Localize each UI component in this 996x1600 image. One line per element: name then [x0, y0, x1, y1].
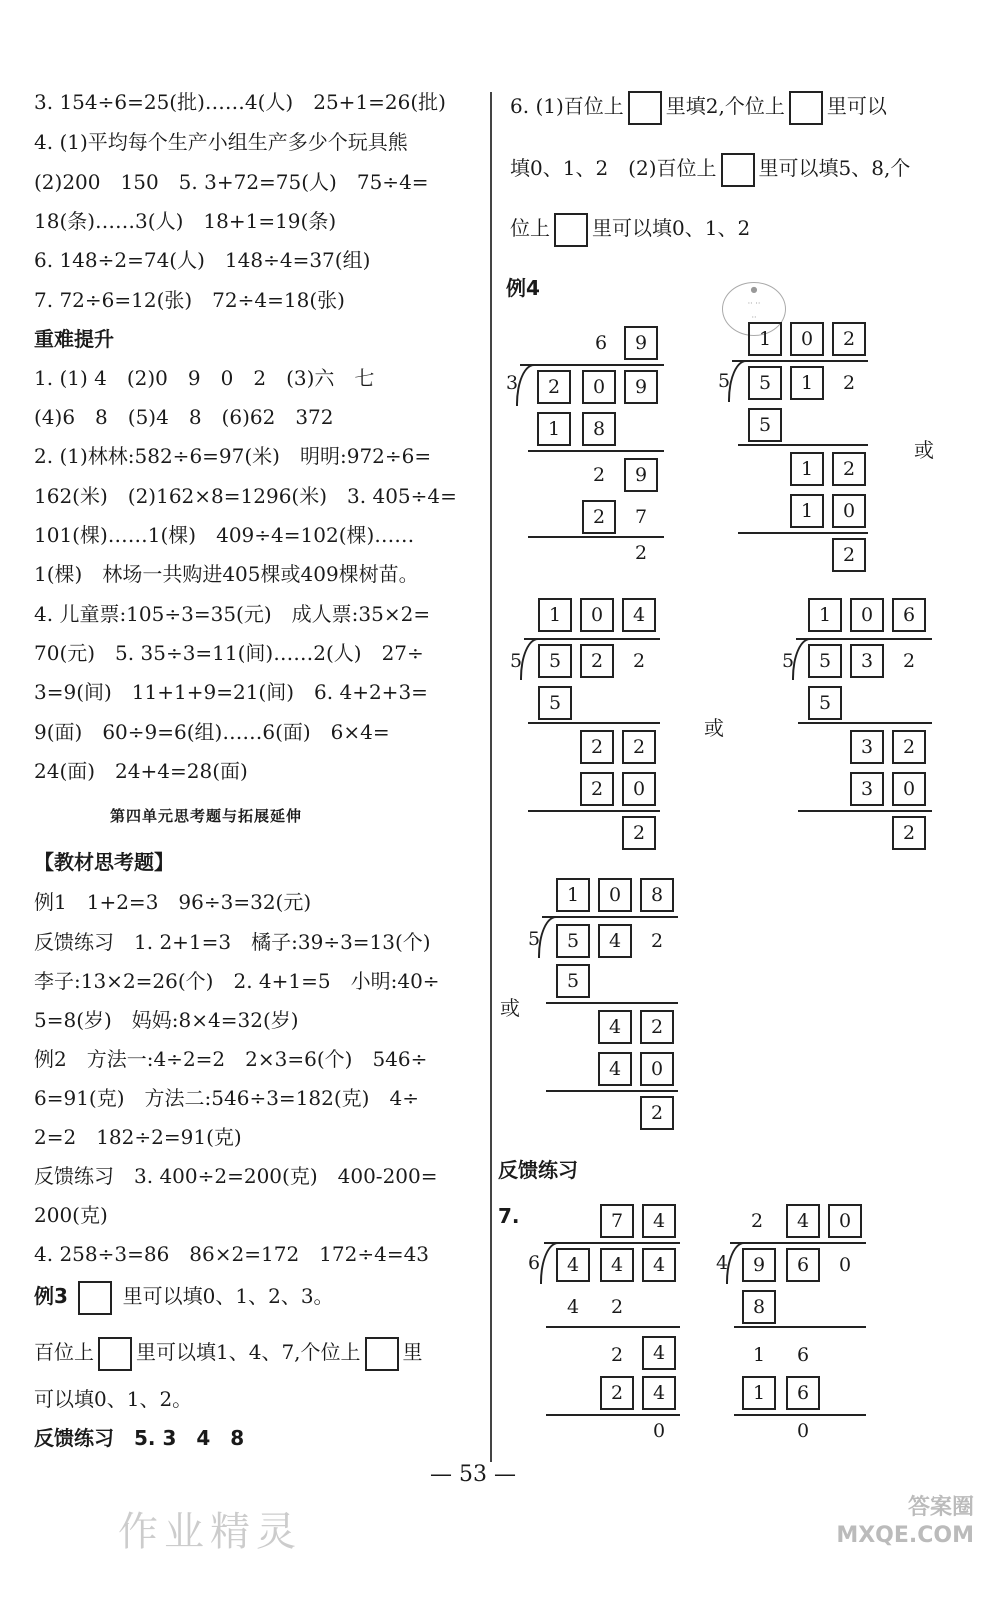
blank-box — [628, 91, 662, 125]
division-bar — [520, 364, 664, 366]
digit-box: 9 — [742, 1248, 776, 1282]
text-line: 6. 148÷2=74(人) 148÷4=37(组) — [34, 248, 371, 272]
digit-box: 1 — [790, 452, 824, 486]
quotient-box: 0 — [598, 878, 632, 912]
blank-box — [98, 1337, 132, 1371]
example-3-line — [34, 1280, 334, 1315]
digit-box: 1 — [790, 366, 824, 400]
quotient-box: 0 — [828, 1204, 862, 1238]
digit-box: 0 — [832, 494, 866, 528]
text-line: 4. 儿童票:105÷3=35(元) 成人票:35×2= — [34, 602, 431, 626]
digit-box: 3 — [850, 644, 884, 678]
digit-box: 3 — [850, 772, 884, 806]
digit-box: 4 — [598, 924, 632, 958]
q6-line-2 — [510, 152, 910, 187]
digit-box: 8 — [582, 412, 616, 446]
digit: 0 — [652, 1420, 666, 1442]
division-line — [528, 450, 664, 452]
watermark: 作业精灵 — [118, 1509, 302, 1555]
divisor-digit: 4 — [715, 1252, 729, 1274]
stamp-seal: ● ·· ·· ·· — [722, 282, 786, 336]
q6-line-3 — [510, 212, 750, 247]
digit-box: 4 — [556, 1248, 590, 1282]
digit: 7 — [634, 506, 648, 528]
division-line — [798, 810, 932, 812]
digit-box: 5 — [748, 366, 782, 400]
quotient-box: 1 — [538, 598, 572, 632]
text-segment: 填0、1、2 (2)百位上 — [510, 156, 717, 180]
text-line: 3. 154÷6=25(批)……4(人) 25+1=26(批) — [34, 90, 446, 114]
digit-box: 2 — [580, 644, 614, 678]
digit-box: 2 — [537, 370, 571, 404]
blank-box — [365, 1337, 399, 1371]
text-line: 9(面) 60÷9=6(组)……6(面) 6×4= — [34, 720, 390, 744]
quotient-box: 2 — [832, 322, 866, 356]
text-line: 7. 72÷6=12(张) 72÷4=18(张) — [34, 288, 345, 312]
section-heading: 重难提升 — [34, 327, 114, 351]
text-line: 2. (1)林林:582÷6=97(米) 明明:972÷6= — [34, 444, 432, 468]
digit-box: 2 — [640, 1010, 674, 1044]
digit: 6 — [796, 1344, 810, 1366]
blank-box — [78, 1281, 112, 1315]
feedback-line: 反馈练习 5. 3 4 8 — [34, 1426, 245, 1450]
digit-box: 2 — [580, 730, 614, 764]
text-line: 101(棵)……1(棵) 409÷4=102(棵)…… — [34, 523, 415, 547]
text-segment: 里可以填1、4、7,个位上 — [136, 1340, 361, 1364]
digit-box: 8 — [742, 1290, 776, 1324]
divisor-digit: 3 — [505, 372, 519, 394]
digit: 2 — [610, 1296, 624, 1318]
quotient-box: 0 — [790, 322, 824, 356]
text-segment: 里可以 — [826, 94, 887, 118]
digit: 2 — [634, 542, 648, 564]
digit: 2 — [632, 650, 646, 672]
quotient-digit: 2 — [750, 1210, 764, 1232]
text-line: 反馈练习 3. 400÷2=200(克) 400-200= — [34, 1164, 438, 1188]
digit-box: 2 — [832, 538, 866, 572]
quotient-box: 4 — [786, 1204, 820, 1238]
text-line: 6=91(克) 方法二:546÷3=182(克) 4÷ — [34, 1086, 419, 1110]
digit-box: 4 — [598, 1010, 632, 1044]
text-line: (4)6 8 (5)4 8 (6)62 372 — [34, 405, 334, 429]
division-line — [546, 1326, 680, 1328]
quotient-box: 8 — [640, 878, 674, 912]
quotient-box: 0 — [850, 598, 884, 632]
text-line: 反馈练习 1. 2+1=3 橘子:39÷3=13(个) — [34, 930, 431, 954]
digit-box: 2 — [582, 500, 616, 534]
question-7-label: 7. — [498, 1204, 520, 1228]
blank-box — [789, 91, 823, 125]
digit-box: 9 — [624, 370, 658, 404]
or-label: 或 — [500, 996, 520, 1020]
text-line: 2=2 182÷2=91(克) — [34, 1125, 242, 1149]
digit-box: 0 — [892, 772, 926, 806]
digit-box: 4 — [642, 1336, 676, 1370]
digit-box: 9 — [624, 458, 658, 492]
digit-box: 1 — [537, 412, 571, 446]
division-line — [546, 1002, 678, 1004]
digit-box: 5 — [538, 686, 572, 720]
page-number: — 53 — — [430, 1462, 516, 1487]
text-segment: 6. (1)百位上 — [510, 94, 624, 118]
example-3-line-2 — [34, 1336, 423, 1371]
text-line: 18(条)……3(人) 18+1=19(条) — [34, 209, 337, 233]
text-segment: 里 — [402, 1340, 423, 1364]
q6-line-1 — [510, 90, 887, 125]
text-line: 162(米) (2)162×8=1296(米) 3. 405÷4= — [34, 484, 457, 508]
digit-box: 2 — [600, 1376, 634, 1410]
digit: 2 — [842, 372, 856, 394]
text-line: 200(克) — [34, 1203, 108, 1227]
division-bar — [796, 638, 932, 640]
or-label: 或 — [704, 716, 724, 740]
quotient-box: 1 — [556, 878, 590, 912]
division-line — [528, 722, 660, 724]
digit-box: 0 — [622, 772, 656, 806]
quotient-box: 1 — [808, 598, 842, 632]
unit-heading: 第四单元思考题与拓展延伸 — [110, 807, 303, 825]
example-4-label: 例4 — [506, 276, 540, 300]
digit: 2 — [650, 930, 664, 952]
division-bracket — [520, 638, 540, 680]
digit-box: 5 — [556, 924, 590, 958]
divisor-digit: 5 — [527, 928, 541, 950]
text-line: 可以填0、1、2。 — [34, 1387, 193, 1411]
digit-box: 6 — [786, 1248, 820, 1282]
quotient-digit: 6 — [594, 332, 608, 354]
digit-box: 5 — [748, 408, 782, 442]
division-bracket — [538, 916, 558, 958]
division-bar — [524, 638, 660, 640]
text-line: 24(面) 24+4=28(面) — [34, 759, 248, 783]
text-line: 5=8(岁) 妈妈:8×4=32(岁) — [34, 1008, 299, 1032]
blank-box — [721, 153, 755, 187]
digit-box: 4 — [600, 1248, 634, 1282]
quotient-box: 0 — [580, 598, 614, 632]
text-segment: 位上 — [510, 216, 550, 240]
digit-box: 5 — [808, 686, 842, 720]
quotient-box: 6 — [892, 598, 926, 632]
division-bar — [542, 916, 678, 918]
text-segment: 里填2,个位上 — [665, 94, 785, 118]
digit-box: 2 — [832, 452, 866, 486]
division-line — [734, 1326, 866, 1328]
feedback-heading: 反馈练习 — [498, 1158, 578, 1182]
digit-box: 0 — [640, 1052, 674, 1086]
digit-box: 5 — [538, 644, 572, 678]
section-heading: 【教材思考题】 — [34, 850, 174, 874]
digit: 2 — [610, 1344, 624, 1366]
example-label: 例3 — [34, 1284, 68, 1308]
digit-box: 4 — [642, 1248, 676, 1282]
division-bar — [730, 1242, 866, 1244]
digit: 4 — [566, 1296, 580, 1318]
text-segment: 百位上 — [34, 1340, 94, 1364]
digit: 2 — [902, 650, 916, 672]
quotient-box: 9 — [624, 326, 658, 360]
text-line: 李子:13×2=26(个) 2. 4+1=5 小明:40÷ — [34, 969, 440, 993]
text-line: 4. (1)平均每个生产小组生产多少个玩具熊 — [34, 130, 408, 154]
division-bar — [732, 360, 868, 362]
digit-box: 4 — [642, 1376, 676, 1410]
text-line: 4. 258÷3=86 86×2=172 172÷4=43 — [34, 1242, 430, 1266]
digit-box: 2 — [892, 816, 926, 850]
quotient-box: 4 — [622, 598, 656, 632]
digit-box: 4 — [598, 1052, 632, 1086]
digit: 0 — [796, 1420, 810, 1442]
digit: 1 — [752, 1344, 766, 1366]
text-line: 1. (1) 4 (2)0 9 0 2 (3)六 七 — [34, 366, 375, 390]
digit-box: 2 — [622, 816, 656, 850]
digit-box: 5 — [556, 964, 590, 998]
column-divider — [490, 92, 492, 1462]
quotient-box: 4 — [642, 1204, 676, 1238]
divisor-digit: 6 — [527, 1252, 541, 1274]
divisor-digit: 5 — [781, 650, 795, 672]
digit-box: 2 — [640, 1096, 674, 1130]
text-line: 例2 方法一:4÷2=2 2×3=6(个) 546÷ — [34, 1047, 428, 1071]
division-line — [528, 810, 660, 812]
division-bar — [544, 1242, 680, 1244]
text-line: 1(棵) 林场一共购进405棵或409棵树苗。 — [34, 562, 419, 586]
digit: 2 — [592, 464, 606, 486]
quotient-box: 7 — [600, 1204, 634, 1238]
example-text: 里可以填0、1、2、3。 — [122, 1284, 334, 1308]
digit-box: 2 — [580, 772, 614, 806]
digit-box: 5 — [808, 644, 842, 678]
division-line — [798, 722, 932, 724]
or-label: 或 — [914, 438, 934, 462]
site-logo: 答案圈 MXQE.COM — [836, 1495, 974, 1548]
blank-box — [554, 213, 588, 247]
digit-box: 2 — [892, 730, 926, 764]
text-line: 70(元) 5. 35÷3=11(间)……2(人) 27÷ — [34, 641, 424, 665]
digit-box: 3 — [850, 730, 884, 764]
text-line: (2)200 150 5. 3+72=75(人) 75÷4= — [34, 170, 429, 194]
digit: 0 — [838, 1254, 852, 1276]
divisor-digit: 5 — [717, 370, 731, 392]
digit-box: 2 — [622, 730, 656, 764]
text-line: 例1 1+2=3 96÷3=32(元) — [34, 890, 312, 914]
division-line — [546, 1090, 678, 1092]
digit-box: 6 — [786, 1376, 820, 1410]
text-segment: 里可以填5、8,个 — [758, 156, 911, 180]
division-line — [738, 532, 868, 534]
quotient-box: 1 — [748, 322, 782, 356]
digit-box: 0 — [582, 370, 616, 404]
text-line: 3=9(间) 11+1+9=21(间) 6. 4+2+3= — [34, 680, 428, 704]
digit-box: 1 — [790, 494, 824, 528]
digit-box: 1 — [742, 1376, 776, 1410]
division-line — [738, 444, 868, 446]
divisor-digit: 5 — [509, 650, 523, 672]
text-segment: 里可以填0、1、2 — [592, 216, 751, 240]
